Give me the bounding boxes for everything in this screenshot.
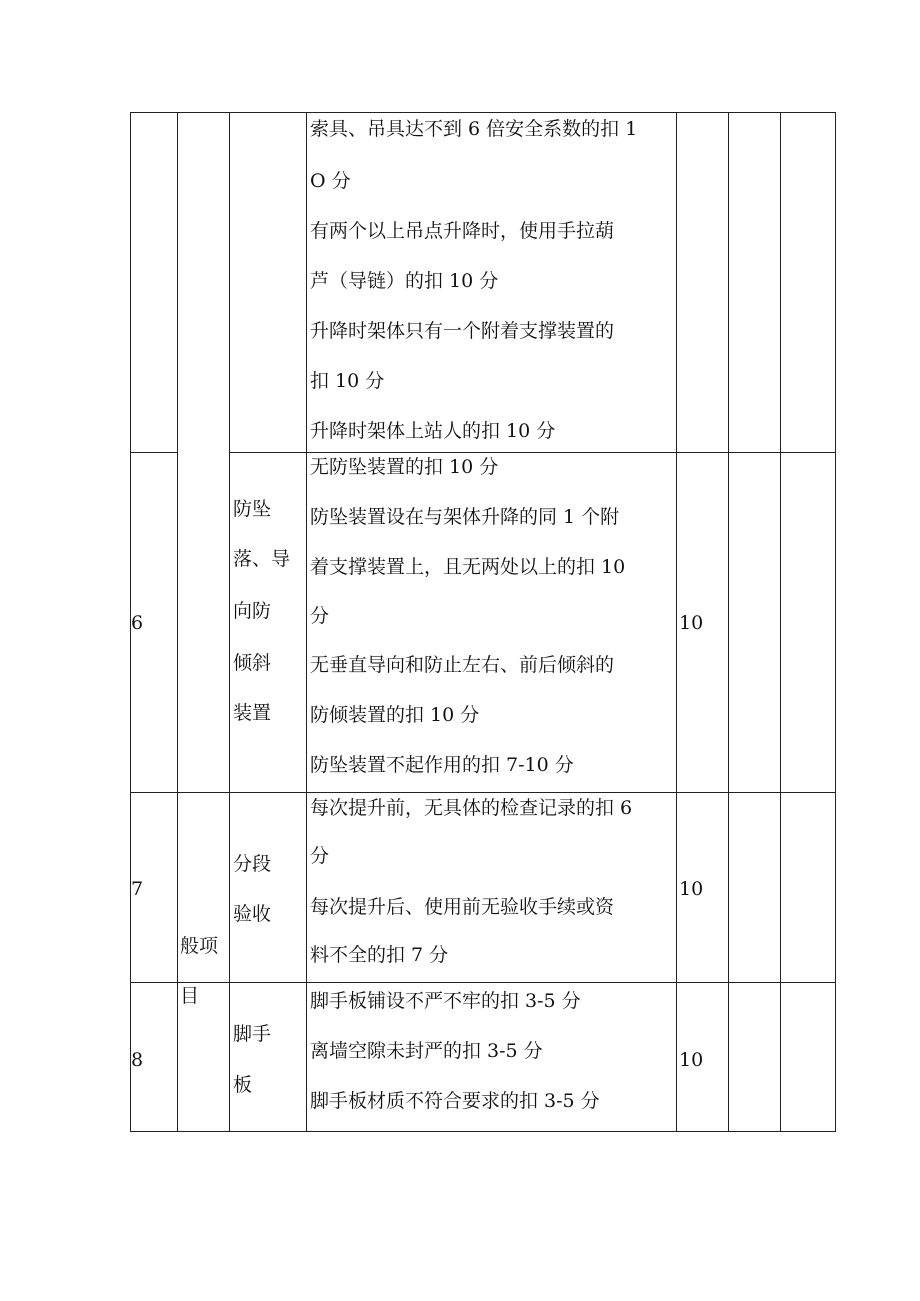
criteria-line: 无防坠装置的扣 10 分 xyxy=(310,456,499,478)
category-label-line: 目 xyxy=(180,985,200,1007)
criteria-line: 有两个以上吊点升降时，使用手拉葫 xyxy=(310,220,615,242)
criteria-line: 每次提升后、使用前无验收手续或资 xyxy=(310,896,615,918)
criteria-line: 无垂直导向和防止左右、前后倾斜的 xyxy=(310,654,615,676)
criteria-line: 扣 10 分 xyxy=(310,370,385,392)
item-name-line: 向防 xyxy=(233,600,272,622)
row-divider xyxy=(130,792,836,793)
category-label-line: 般项 xyxy=(180,935,219,957)
criteria-line: 分 xyxy=(310,845,330,867)
criteria-line: 防坠装置设在与架体升降的同 1 个附 xyxy=(310,506,620,528)
item-name-line: 脚手 xyxy=(233,1023,272,1045)
criteria-line: 脚手板材质不符合要求的扣 3-5 分 xyxy=(310,1090,600,1112)
col-divider xyxy=(177,112,178,1132)
item-name-line: 装置 xyxy=(233,702,272,724)
score-value: 10 xyxy=(679,1049,704,1071)
row-divider xyxy=(130,452,177,453)
item-name-line: 分段 xyxy=(233,853,272,875)
col-divider xyxy=(229,112,230,1132)
col-divider xyxy=(676,112,677,1132)
col-divider xyxy=(306,112,307,1132)
criteria-line: 升降时架体上站人的扣 10 分 xyxy=(310,420,556,442)
criteria-line: 每次提升前，无具体的检查记录的扣 6 xyxy=(310,797,633,819)
row-divider xyxy=(130,982,836,983)
item-name-line: 落、导 xyxy=(233,548,291,570)
criteria-line: 离墙空隙未封严的扣 3-5 分 xyxy=(310,1040,543,1062)
criteria-line: 分 xyxy=(310,605,330,627)
row-number: 8 xyxy=(131,1049,144,1071)
item-name-line: 验收 xyxy=(233,903,272,925)
criteria-line: 防倾装置的扣 10 分 xyxy=(310,704,480,726)
criteria-line: 料不全的扣 7 分 xyxy=(310,944,449,966)
score-value: 10 xyxy=(679,878,704,900)
item-name-line: 板 xyxy=(233,1074,253,1096)
col-divider xyxy=(780,112,781,1132)
criteria-line: 索具、吊具达不到 6 倍安全系数的扣 1 xyxy=(310,118,638,140)
inspection-table xyxy=(130,112,836,1132)
criteria-line: 升降时架体只有一个附着支撑装置的 xyxy=(310,320,615,342)
row-number: 6 xyxy=(131,612,144,634)
item-name-line: 防坠 xyxy=(233,498,272,520)
item-name-line: 倾斜 xyxy=(233,652,272,674)
score-value: 10 xyxy=(679,612,704,634)
criteria-line: 芦（导链）的扣 10 分 xyxy=(310,270,499,292)
criteria-line: 脚手板铺设不严不牢的扣 3-5 分 xyxy=(310,990,581,1012)
criteria-line: 防坠装置不起作用的扣 7-10 分 xyxy=(310,754,574,776)
row-number: 7 xyxy=(131,878,144,900)
criteria-line: 着支撑装置上，且无两处以上的扣 10 xyxy=(310,556,626,578)
col-divider xyxy=(728,112,729,1132)
row-divider xyxy=(229,452,836,453)
criteria-line: O 分 xyxy=(310,170,351,192)
